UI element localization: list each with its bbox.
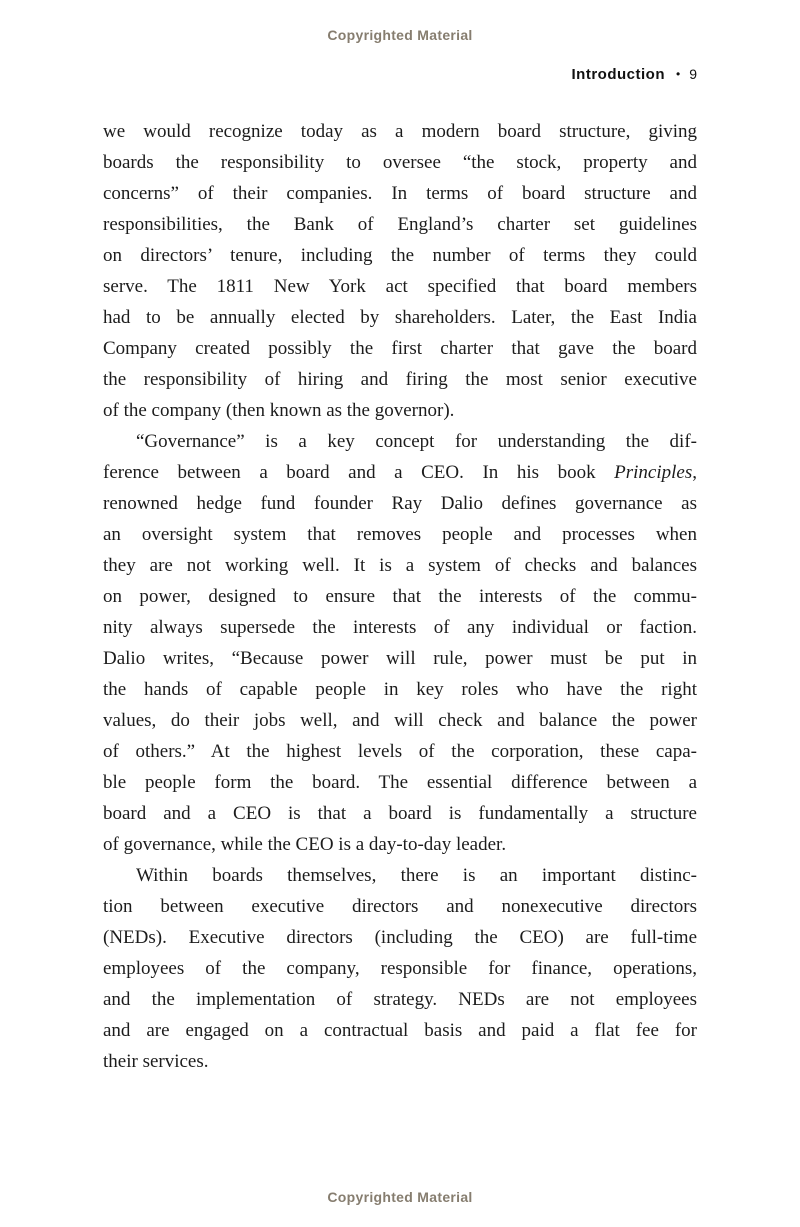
text-line: employees of the company, responsible for finance, operations, (103, 958, 697, 979)
paragraph (103, 426, 697, 860)
text-line: responsibilities, the Bank of England’s charter set guidelines (103, 214, 697, 235)
text-line: renowned hedge fund founder Ray Dalio defines governance as (103, 493, 697, 514)
book-title-italic: Principles (614, 462, 693, 483)
text-run: ference between a board and a CEO. In his book (103, 462, 615, 483)
body-text (103, 116, 697, 1077)
text-line: nity always supersede the interests of any individual or faction. (103, 617, 697, 638)
page-content (103, 66, 697, 1077)
text-line: of governance, while the CEO is a day-to-day leader. (103, 834, 507, 855)
copyright-notice-bottom: Copyrighted Material (327, 1189, 473, 1205)
text-line: on power, designed to ensure that the interests of the commu- (103, 586, 697, 607)
text-line: “Governance” is a key concept for understanding the dif- (136, 431, 697, 452)
text-line: the responsibility of hiring and firing the most senior executive (103, 369, 697, 390)
text-line: they are not working well. It is a system of checks and balances (103, 555, 697, 576)
text-line (103, 457, 697, 488)
text-line: their services. (103, 1051, 209, 1072)
text-line: Company created possibly the first charter that gave the board (103, 338, 697, 359)
chapter-title: Introduction (571, 66, 665, 83)
text-line: had to be annually elected by shareholders. Later, the East India (103, 307, 697, 328)
text-line: Within boards themselves, there is an important distinc- (136, 865, 697, 886)
bullet-separator: • (676, 67, 681, 81)
text-line: concerns” of their companies. In terms of board structure and (103, 183, 697, 204)
text-line: and the implementation of strategy. NEDs are not employees (103, 989, 697, 1010)
text-line: the hands of capable people in key roles who have the right (103, 679, 697, 700)
text-line: of the company (then known as the governor). (103, 400, 455, 421)
text-line: ble people form the board. The essential difference between a (103, 772, 697, 793)
text-line: we would recognize today as a modern board structure, giving (103, 121, 697, 142)
text-line: an oversight system that removes people and processes when (103, 524, 697, 545)
page-number: 9 (689, 66, 697, 82)
text-line: board and a CEO is that a board is fundamentally a structure (103, 803, 697, 824)
text-line: values, do their jobs well, and will check and balance the power (103, 710, 697, 731)
text-line: tion between executive directors and nonexecutive directors (103, 896, 697, 917)
paragraph (103, 116, 697, 426)
paragraph (103, 860, 697, 1077)
text-line: serve. The 1811 New York act specified that board members (103, 276, 697, 297)
text-line: boards the responsibility to oversee “the stock, property and (103, 152, 697, 173)
text-run: , (692, 462, 697, 483)
copyright-notice-top: Copyrighted Material (327, 27, 473, 43)
text-line: (NEDs). Executive directors (including the CEO) are full-time (103, 927, 697, 948)
running-header (103, 66, 697, 83)
text-line: on directors’ tenure, including the number of terms they could (103, 245, 697, 266)
text-line: of others.” At the highest levels of the corporation, these capa- (103, 741, 697, 762)
text-line: Dalio writes, “Because power will rule, power must be put in (103, 648, 697, 669)
text-line: and are engaged on a contractual basis and paid a flat fee for (103, 1020, 697, 1041)
